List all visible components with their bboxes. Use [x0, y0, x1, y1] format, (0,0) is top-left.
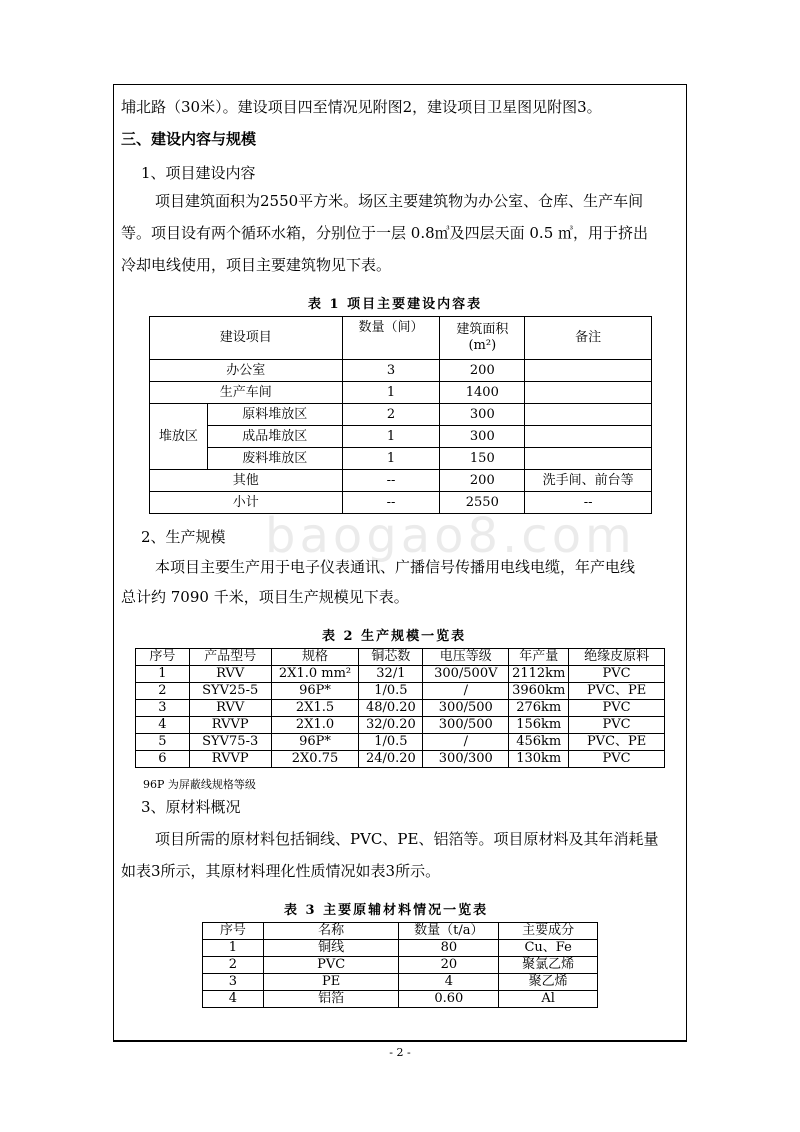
subheading-materials: 3、原材料概况: [141, 798, 241, 816]
table-cell: 48/0.20: [359, 700, 423, 717]
table-cell: 4: [399, 974, 499, 991]
table-row: [136, 717, 665, 734]
table-cell: [525, 404, 652, 426]
subheading-scale: 2、生产规模: [141, 528, 226, 546]
table-header: 数量（间）: [342, 317, 440, 360]
table-row: [136, 649, 665, 666]
table-cell: [525, 360, 652, 382]
table-cell: SYV25-5: [189, 683, 271, 700]
table-header: 主要成分: [499, 923, 598, 940]
table-row: [203, 974, 598, 991]
table-cell: [525, 382, 652, 404]
table-cell: 0.60: [399, 991, 499, 1008]
paragraph-content-2: 等。项目设有两个循环水箱，分别位于一层 0.8㎥及四层天面 0.5 ㎥，用于挤出: [121, 224, 649, 242]
table-cell: PVC: [263, 957, 399, 974]
subheading-content: 1、项目建设内容: [141, 164, 256, 182]
table-cell: PVC: [569, 700, 665, 717]
table-cell: 96P*: [271, 734, 359, 751]
table-cell: 150: [440, 448, 525, 470]
table-cell: 24/0.20: [359, 751, 423, 768]
table-row: [150, 470, 652, 492]
table-cell: 3: [203, 974, 264, 991]
table-header: 数量（t/a）: [399, 923, 499, 940]
table3: [202, 922, 598, 1008]
table-cell: Cu、Fe: [499, 940, 598, 957]
table-cell: 3: [136, 700, 190, 717]
table-cell: 4: [203, 991, 264, 1008]
table-header: 铜芯数: [359, 649, 423, 666]
table-header: 备注: [525, 317, 652, 360]
table-cell: 其他: [150, 470, 343, 492]
watermark: baogao8.com: [265, 508, 636, 564]
table-cell: [525, 448, 652, 470]
table-row: [150, 317, 652, 360]
table-cell: 2X1.0: [271, 717, 359, 734]
table-header: 年产量: [509, 649, 569, 666]
table-cell: 32/0.20: [359, 717, 423, 734]
table-row: [150, 382, 652, 404]
table-cell: 156km: [509, 717, 569, 734]
table-header: 名称: [263, 923, 399, 940]
table-cell: --: [342, 492, 440, 514]
table-row: [150, 404, 652, 426]
table-cell: 300: [440, 426, 525, 448]
table-cell: 300/500: [423, 717, 509, 734]
paragraph-intro: 埔北路（30米）。建设项目四至情况见附图2，建设项目卫星图见附图3。: [121, 98, 602, 116]
table-row: [136, 700, 665, 717]
table-cell: 1/0.5: [359, 683, 423, 700]
table-cell: 3: [342, 360, 440, 382]
table-cell: 铜线: [263, 940, 399, 957]
paragraph-content-3: 冷却电线使用，项目主要建筑物见下表。: [121, 256, 392, 274]
table-cell-group: 堆放区: [150, 404, 208, 470]
table1-caption: 表 1 项目主要建设内容表: [308, 297, 483, 312]
table-cell: 1: [203, 940, 264, 957]
table-cell: PVC、PE: [569, 734, 665, 751]
table-header: 电压等级: [423, 649, 509, 666]
table-cell: 2: [342, 404, 440, 426]
table-cell: 2X0.75: [271, 751, 359, 768]
table-cell: PVC: [569, 666, 665, 683]
table-cell: [525, 426, 652, 448]
table-row: [136, 751, 665, 768]
table-cell: 聚氯乙烯: [499, 957, 598, 974]
table-cell: PE: [263, 974, 399, 991]
table2-note: 96P 为屏蔽线规格等级: [143, 778, 256, 791]
table-row: [203, 940, 598, 957]
table-cell: 成品堆放区: [207, 426, 342, 448]
table-cell: 办公室: [150, 360, 343, 382]
table-cell: 2X1.0 mm²: [271, 666, 359, 683]
table-cell: 300: [440, 404, 525, 426]
table-cell: 1/0.5: [359, 734, 423, 751]
table-cell: 1: [136, 666, 190, 683]
table-cell: 130km: [509, 751, 569, 768]
table-cell: RVVP: [189, 717, 271, 734]
table-row: [150, 448, 652, 470]
table-cell: 200: [440, 470, 525, 492]
table-cell: 300/500V: [423, 666, 509, 683]
table-cell: 20: [399, 957, 499, 974]
table-row: [136, 666, 665, 683]
paragraph-scale-2: 总计约 7090 千米，项目生产规模见下表。: [121, 588, 409, 606]
table-row: [150, 360, 652, 382]
table-cell: 1400: [440, 382, 525, 404]
page-number: - 2 -: [389, 1046, 411, 1059]
table-cell: 4: [136, 717, 190, 734]
table-cell: 2X1.5: [271, 700, 359, 717]
table-cell: 456km: [509, 734, 569, 751]
table-cell: 6: [136, 751, 190, 768]
table-cell: PVC: [569, 751, 665, 768]
paragraph-content-1: 项目建筑面积为2550平方米。场区主要建筑物为办公室、仓库、生产车间: [155, 192, 644, 210]
table-cell: RVV: [189, 700, 271, 717]
table-cell: 2: [203, 957, 264, 974]
table-cell: RVVP: [189, 751, 271, 768]
table-header: 序号: [136, 649, 190, 666]
table-header: 建筑面积 (m²): [440, 317, 525, 360]
table-cell: 2550: [440, 492, 525, 514]
table-cell: RVV: [189, 666, 271, 683]
table-cell: 200: [440, 360, 525, 382]
table-row: [203, 923, 598, 940]
table-cell: 300/500: [423, 700, 509, 717]
table-row: [203, 991, 598, 1008]
table-cell: 32/1: [359, 666, 423, 683]
table-cell: PVC、PE: [569, 683, 665, 700]
table3-caption: 表 3 主要原辅材料情况一览表: [284, 903, 489, 918]
table-cell: 276km: [509, 700, 569, 717]
table-cell: 1: [342, 426, 440, 448]
table2-caption: 表 2 生产规模一览表: [322, 629, 467, 644]
table-row: [203, 957, 598, 974]
table2: [135, 648, 665, 768]
table-cell: PVC: [569, 717, 665, 734]
table-cell: 铝箔: [263, 991, 399, 1008]
table-cell: --: [525, 492, 652, 514]
table-cell: 300/300: [423, 751, 509, 768]
table1: [149, 316, 652, 514]
table-row: [150, 492, 652, 514]
table-cell: 生产车间: [150, 382, 343, 404]
table-cell: 80: [399, 940, 499, 957]
table-header: 绝缘皮原料: [569, 649, 665, 666]
table-cell: 1: [342, 448, 440, 470]
table-cell: /: [423, 734, 509, 751]
paragraph-scale-1: 本项目主要生产用于电子仪表通讯、广播信号传播用电线电缆，年产电线: [155, 558, 636, 576]
table-cell: 5: [136, 734, 190, 751]
table-cell: 废料堆放区: [207, 448, 342, 470]
table-cell: Al: [499, 991, 598, 1008]
table-header: 序号: [203, 923, 264, 940]
table-header: 建设项目: [150, 317, 343, 360]
table-cell: 原料堆放区: [207, 404, 342, 426]
table-cell: 2112km: [509, 666, 569, 683]
paragraph-materials-1: 项目所需的原材料包括铜线、PVC、PE、铝箔等。项目原材料及其年消耗量: [155, 830, 659, 848]
table-cell: 小计: [150, 492, 343, 514]
table-cell: /: [423, 683, 509, 700]
table-header: 产品型号: [189, 649, 271, 666]
table-row: [136, 734, 665, 751]
section-heading: 三、建设内容与规模: [121, 130, 257, 148]
table-row: [136, 683, 665, 700]
table-cell: SYV75-3: [189, 734, 271, 751]
table-cell: 2: [136, 683, 190, 700]
table-cell: 1: [342, 382, 440, 404]
table-header: 规格: [271, 649, 359, 666]
table-cell: 3960km: [509, 683, 569, 700]
table-cell: 洗手间、前台等: [525, 470, 652, 492]
table-cell: 96P*: [271, 683, 359, 700]
table-cell: --: [342, 470, 440, 492]
table-cell: 聚乙烯: [499, 974, 598, 991]
paragraph-materials-2: 如表3所示，其原材料理化性质情况如表3所示。: [121, 862, 441, 880]
table-row: [150, 426, 652, 448]
